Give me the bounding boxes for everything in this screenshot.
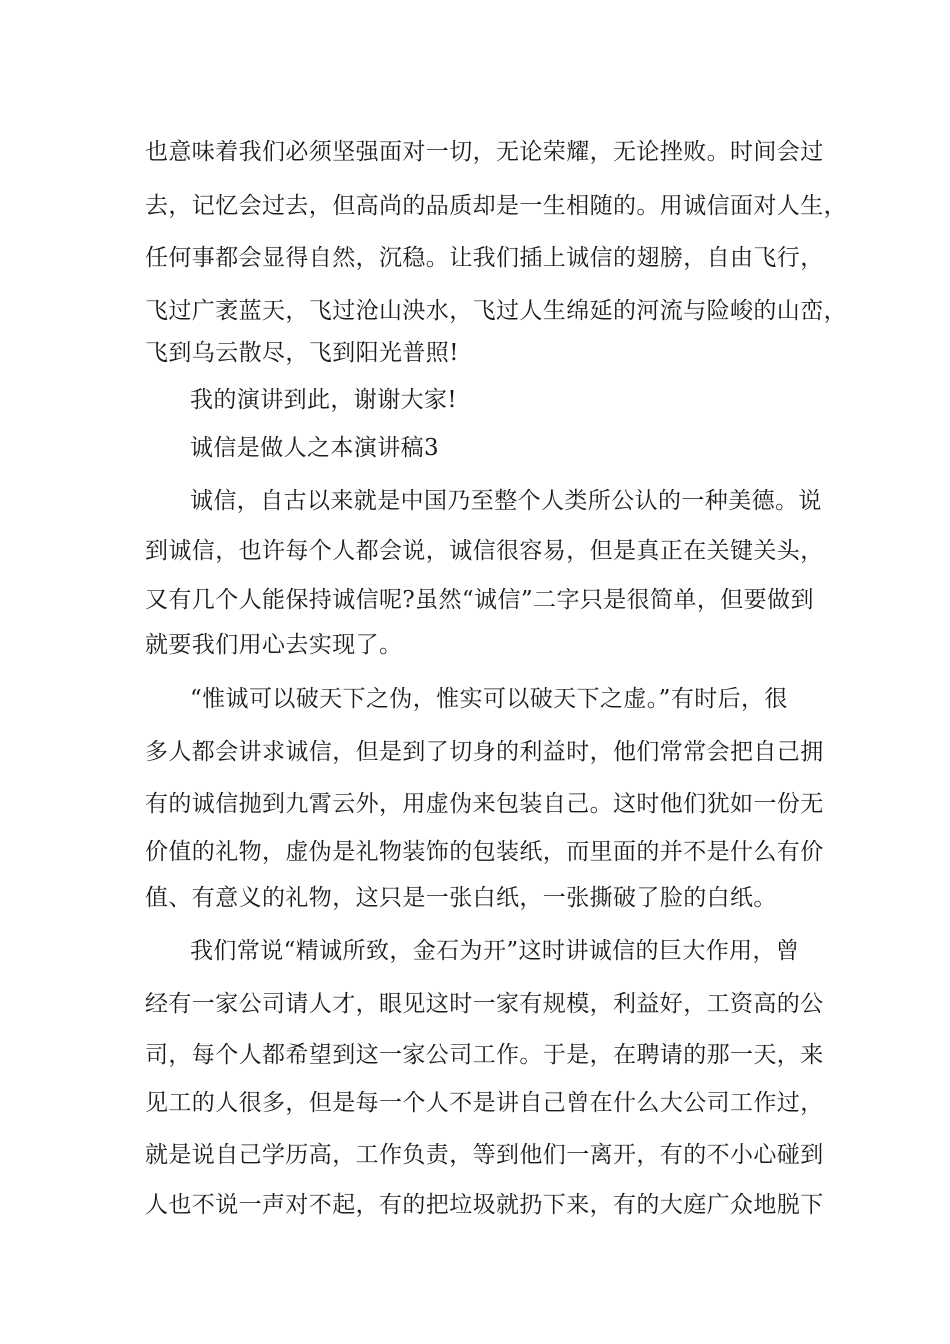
paragraph-line: 也意味着我们必须坚强面对一切，无论荣耀，无论挫败。时间会过: [145, 139, 824, 165]
paragraph-line: “惟诚可以破天下之伪，惟实可以破天下之虚。”有时后，很: [190, 686, 788, 712]
paragraph-line: 飞过广袤蓝天，飞过沧山泱水，飞过人生绵延的河流与险峻的山峦，: [145, 298, 847, 324]
paragraph-line: 任何事都会显得自然，沉稳。让我们插上诚信的翅膀，自由飞行，: [145, 245, 824, 271]
section-heading: 诚信是做人之本演讲稿3: [190, 435, 440, 461]
paragraph-line: 多人都会讲求诚信，但是到了切身的利益时，他们常常会把自己拥: [145, 739, 824, 765]
closing-line: 我的演讲到此，谢谢大家!: [190, 387, 458, 413]
paragraph-line: 经有一家公司请人才，眼见这时一家有规模，利益好，工资高的公: [145, 991, 824, 1017]
paragraph-line: 我们常说“精诚所致，金石为开”这时讲诚信的巨大作用，曾: [190, 938, 800, 964]
paragraph-line: 到诚信，也许每个人都会说，诚信很容易，但是真正在关键关头，: [145, 538, 824, 564]
paragraph-line: 又有几个人能保持诚信呢?虽然“诚信”二字只是很简单，但要做到: [145, 587, 814, 613]
paragraph-line: 人也不说一声对不起，有的把垃圾就扔下来，有的大庭广众地脱下: [145, 1192, 824, 1218]
paragraph-line: 诚信，自古以来就是中国乃至整个人类所公认的一种美德。说: [190, 488, 822, 514]
paragraph-line: 就要我们用心去实现了。: [145, 632, 403, 658]
paragraph-line: 见工的人很多，但是每一个人不是讲自己曾在什么大公司工作过，: [145, 1090, 824, 1116]
paragraph-line: 司，每个人都希望到这一家公司工作。于是，在聘请的那一天，来: [145, 1042, 824, 1068]
paragraph-line: 就是说自己学历高，工作负责，等到他们一离开，有的不小心碰到: [145, 1142, 824, 1168]
paragraph-line: 价值的礼物，虚伪是礼物装饰的包装纸，而里面的并不是什么有价: [145, 839, 824, 865]
paragraph-line: 有的诚信抛到九霄云外，用虚伪来包装自己。这时他们犹如一份无: [145, 791, 824, 817]
paragraph-line: 飞到乌云散尽，飞到阳光普照!: [145, 340, 459, 366]
paragraph-line: 去，记忆会过去，但高尚的品质却是一生相随的。用诚信面对人生，: [145, 193, 847, 219]
paragraph-line: 值、有意义的礼物，这只是一张白纸，一张撕破了脸的白纸。: [145, 885, 777, 911]
